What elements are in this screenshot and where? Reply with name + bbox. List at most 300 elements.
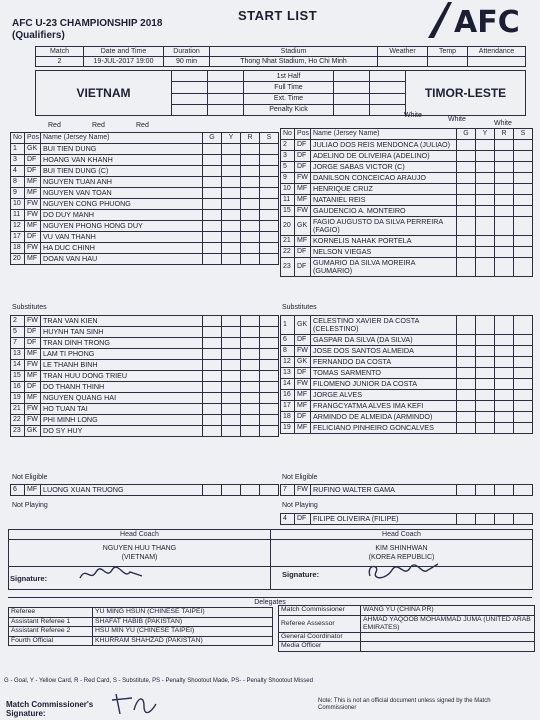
- score-box: [35, 70, 526, 116]
- player-number: 8: [11, 177, 25, 188]
- player-number: 23: [11, 426, 25, 437]
- label-attendance: Attendance: [468, 47, 526, 57]
- away-not-playing-label: Not Playing: [282, 502, 318, 509]
- player-position: MF: [295, 390, 311, 401]
- player-position: MF: [25, 485, 41, 496]
- delegates-right-table: [278, 605, 535, 652]
- stat-cell: [241, 199, 260, 210]
- away-starter-row: [281, 184, 533, 195]
- stat-cell: [457, 184, 476, 195]
- stat-cell: [495, 206, 514, 217]
- stat-cell: [457, 217, 476, 236]
- delegate-row: [279, 606, 535, 616]
- home-substitutes-label: Substitutes: [12, 304, 47, 311]
- player-name: NGUYEN TUAN ANH: [41, 177, 203, 188]
- away-substitutes-label: Substitutes: [282, 304, 317, 311]
- stat-cell: [514, 401, 533, 412]
- home-substitute-row: [11, 360, 279, 371]
- col-goal: G: [203, 133, 222, 144]
- away-not-eligible-table: [280, 484, 533, 496]
- stat-cell: [260, 155, 279, 166]
- player-name: KORNELIS NAHAK PORTELA: [311, 236, 457, 247]
- home-starter-row: [11, 177, 279, 188]
- home-not-eligible-label: Not Eligible: [12, 474, 48, 481]
- player-name: DOAN VAN HAU: [41, 254, 203, 265]
- match-info-table: [35, 46, 526, 67]
- player-position: MF: [25, 254, 41, 265]
- away-not-eligible-row: [281, 485, 533, 496]
- stat-cell: [260, 188, 279, 199]
- stat-cell: [260, 393, 279, 404]
- stat-cell: [514, 412, 533, 423]
- player-position: MF: [295, 423, 311, 434]
- stat-cell: [457, 368, 476, 379]
- stat-cell: [495, 258, 514, 277]
- stat-cell: [260, 382, 279, 393]
- stat-cell: [476, 184, 495, 195]
- player-position: FW: [25, 243, 41, 254]
- player-name: LE THANH BINH: [41, 360, 203, 371]
- stat-cell: [457, 140, 476, 151]
- player-name: BUI TIEN DUNG (C): [41, 166, 203, 177]
- player-name: DANILSON CONCEICAO ARAUJO: [311, 173, 457, 184]
- player-name: GAUDENCIO A. MONTEIRO: [311, 206, 457, 217]
- col-sub: S: [260, 133, 279, 144]
- home-starter-row: [11, 166, 279, 177]
- stat-cell: [476, 335, 495, 346]
- player-number: 5: [11, 327, 25, 338]
- stat-cell: [457, 316, 476, 335]
- stat-cell: [222, 404, 241, 415]
- stat-cell: [476, 140, 495, 151]
- stat-cell: [222, 254, 241, 265]
- player-position: MF: [295, 184, 311, 195]
- stat-cell: [514, 423, 533, 434]
- delegate-role: Referee Assessor: [279, 615, 361, 632]
- stat-cell: [222, 426, 241, 437]
- player-number: 18: [281, 412, 295, 423]
- away-kit-1: White: [404, 112, 422, 119]
- stat-cell: [222, 232, 241, 243]
- home-coach-signature: [76, 562, 146, 586]
- away-not-eligible-label: Not Eligible: [282, 474, 318, 481]
- home-substitute-row: [11, 349, 279, 360]
- player-name: ARMINDO DE ALMEIDA (ARMINDO): [311, 412, 457, 423]
- player-name: JORGE ALVES: [311, 390, 457, 401]
- col-goal: G: [457, 129, 476, 140]
- stat-cell: [222, 155, 241, 166]
- stat-cell: [476, 151, 495, 162]
- stat-cell: [457, 346, 476, 357]
- stat-cell: [514, 206, 533, 217]
- player-number: 10: [11, 199, 25, 210]
- player-name: GASPAR DA SILVA (DA SILVA): [311, 335, 457, 346]
- stat-cell: [457, 173, 476, 184]
- player-number: 3: [281, 151, 295, 162]
- player-position: DF: [295, 335, 311, 346]
- player-position: DF: [25, 232, 41, 243]
- stat-cell: [495, 316, 514, 335]
- stat-cell: [241, 426, 260, 437]
- stat-cell: [476, 368, 495, 379]
- stat-cell: [495, 140, 514, 151]
- delegate-row: [279, 615, 535, 632]
- stat-cell: [476, 412, 495, 423]
- delegate-row: [279, 642, 535, 652]
- stat-cell: [457, 412, 476, 423]
- period-full-time: Full Time: [244, 82, 334, 93]
- stat-cell: [241, 393, 260, 404]
- home-kit-3: Red: [136, 122, 149, 129]
- player-number: 4: [11, 166, 25, 177]
- col-name: Name (Jersey Name): [41, 133, 203, 144]
- stat-cell: [457, 195, 476, 206]
- delegate-row: [9, 627, 273, 637]
- home-starter-row: [11, 199, 279, 210]
- delegate-row: [9, 608, 273, 618]
- player-position: DF: [295, 151, 311, 162]
- stat-cell: [241, 371, 260, 382]
- delegate-row: [9, 617, 273, 627]
- stat-cell: [495, 357, 514, 368]
- delegate-name: WANG YU (CHINA PR): [361, 606, 535, 616]
- player-position: DF: [295, 514, 311, 525]
- stat-cell: [203, 221, 222, 232]
- away-starter-row: [281, 247, 533, 258]
- stat-cell: [476, 173, 495, 184]
- stat-cell: [514, 357, 533, 368]
- player-position: FW: [295, 206, 311, 217]
- away-kit-2: White: [448, 116, 466, 123]
- away-substitute-row: [281, 423, 533, 434]
- away-substitute-row: [281, 412, 533, 423]
- player-number: 18: [11, 243, 25, 254]
- stat-cell: [457, 390, 476, 401]
- stat-cell: [457, 236, 476, 247]
- stat-cell: [476, 247, 495, 258]
- stat-cell: [260, 327, 279, 338]
- stat-cell: [260, 144, 279, 155]
- player-position: GK: [25, 144, 41, 155]
- player-position: DF: [25, 382, 41, 393]
- player-position: DF: [25, 166, 41, 177]
- player-number: 11: [281, 195, 295, 206]
- player-position: GK: [25, 426, 41, 437]
- commissioner-signature-label: Match Commissioner's Signature:: [6, 700, 94, 718]
- away-starter-row: [281, 162, 533, 173]
- stat-cell: [514, 217, 533, 236]
- player-position: DF: [25, 155, 41, 166]
- player-number: 1: [11, 144, 25, 155]
- home-kit-1: Red: [48, 122, 61, 129]
- player-name: LUONG XUAN TRUONG: [41, 485, 203, 496]
- player-name: JORGE SABAS VICTOR (C): [311, 162, 457, 173]
- delegate-role: Fourth Official: [9, 636, 93, 646]
- player-number: 6: [11, 485, 25, 496]
- player-number: 10: [281, 184, 295, 195]
- stat-cell: [476, 258, 495, 277]
- stat-cell: [457, 401, 476, 412]
- player-name: ADELINO DE OLIVEIRA (ADELINO): [311, 151, 457, 162]
- stat-cell: [203, 327, 222, 338]
- player-number: 13: [281, 368, 295, 379]
- stat-cell: [260, 349, 279, 360]
- player-number: 6: [281, 335, 295, 346]
- stat-cell: [241, 415, 260, 426]
- stat-cell: [476, 401, 495, 412]
- stat-cell: [203, 360, 222, 371]
- stat-cell: [495, 346, 514, 357]
- player-name: CELESTINO XAVIER DA COSTA (CELESTINO): [311, 316, 457, 335]
- footer-note: Note: This is not an official document unless signed by the Match Commissioner: [318, 698, 491, 711]
- player-number: 7: [11, 338, 25, 349]
- stat-cell: [203, 338, 222, 349]
- away-substitutes-table: [280, 315, 533, 434]
- period-ext-time: Ext. Time: [244, 93, 334, 104]
- match-stadium: Thong Nhat Stadium, Ho Chi Minh: [210, 57, 378, 67]
- player-name: RUFINO WALTER GAMA: [311, 485, 457, 496]
- home-substitute-row: [11, 338, 279, 349]
- stat-cell: [203, 254, 222, 265]
- player-number: 19: [281, 423, 295, 434]
- home-not-playing-label: Not Playing: [12, 502, 48, 509]
- player-position: FW: [295, 173, 311, 184]
- player-name: HA DUC CHINH: [41, 243, 203, 254]
- delegate-role: Assistant Referee 2: [9, 627, 93, 637]
- player-position: DF: [295, 412, 311, 423]
- player-position: FW: [25, 316, 41, 327]
- away-substitute-row: [281, 357, 533, 368]
- stat-cell: [457, 357, 476, 368]
- stat-cell: [495, 412, 514, 423]
- stat-cell: [222, 393, 241, 404]
- home-starter-row: [11, 254, 279, 265]
- stat-cell: [457, 423, 476, 434]
- player-number: 5: [281, 162, 295, 173]
- stat-cell: [203, 155, 222, 166]
- home-substitute-row: [11, 393, 279, 404]
- stat-cell: [241, 177, 260, 188]
- player-position: DF: [295, 140, 311, 151]
- stat-cell: [514, 195, 533, 206]
- stat-cell: [260, 166, 279, 177]
- stat-cell: [222, 221, 241, 232]
- stat-cell: [495, 151, 514, 162]
- home-starter-row: [11, 210, 279, 221]
- player-number: 13: [11, 349, 25, 360]
- stat-cell: [495, 401, 514, 412]
- afc-logo-text: AFC: [454, 5, 520, 40]
- home-head-coach-label: Head Coach: [9, 530, 271, 540]
- stat-cell: [495, 173, 514, 184]
- col-red: R: [241, 133, 260, 144]
- stat-cell: [203, 199, 222, 210]
- stat-cell: [495, 379, 514, 390]
- away-substitute-row: [281, 390, 533, 401]
- delegate-name: AHMAD YAQOOB MOHAMMAD JUMA (UNITED ARAB EMIRATES): [361, 615, 535, 632]
- stat-cell: [241, 243, 260, 254]
- stat-cell: [476, 236, 495, 247]
- player-name: TRAN DINH TRONG: [41, 338, 203, 349]
- stat-cell: [222, 210, 241, 221]
- home-substitute-row: [11, 371, 279, 382]
- delegate-role: Media Officer: [279, 642, 361, 652]
- away-starter-row: [281, 258, 533, 277]
- away-substitute-row: [281, 346, 533, 357]
- player-name: FELICIANO PINHEIRO GONCALVES: [311, 423, 457, 434]
- delegate-name: [361, 632, 535, 642]
- stat-cell: [457, 162, 476, 173]
- stat-cell: [495, 390, 514, 401]
- stat-cell: [241, 188, 260, 199]
- stat-cell: [241, 166, 260, 177]
- player-number: 8: [281, 346, 295, 357]
- player-name: HENRIQUE CRUZ: [311, 184, 457, 195]
- player-position: MF: [25, 188, 41, 199]
- player-name: HOANG VAN KHANH: [41, 155, 203, 166]
- col-sub: S: [514, 129, 533, 140]
- stat-cell: [260, 338, 279, 349]
- stat-cell: [514, 162, 533, 173]
- stat-cell: [260, 316, 279, 327]
- stat-cell: [222, 177, 241, 188]
- player-number: 16: [281, 390, 295, 401]
- player-position: DF: [25, 327, 41, 338]
- stat-cell: [514, 236, 533, 247]
- player-position: GK: [295, 217, 311, 236]
- stat-cell: [222, 166, 241, 177]
- player-position: DF: [295, 368, 311, 379]
- home-substitute-row: [11, 404, 279, 415]
- col-no: No: [11, 133, 25, 144]
- home-starter-row: [11, 188, 279, 199]
- stat-cell: [222, 199, 241, 210]
- stat-cell: [514, 335, 533, 346]
- stat-cell: [495, 368, 514, 379]
- away-not-playing-row: [281, 514, 533, 525]
- away-starter-row: [281, 236, 533, 247]
- home-starter-row: [11, 243, 279, 254]
- player-number: 17: [281, 401, 295, 412]
- label-temp: Temp: [428, 47, 468, 57]
- competition-stage: (Qualifiers): [12, 30, 65, 41]
- home-starters-table: [10, 132, 279, 265]
- label-duration: Duration: [164, 47, 210, 57]
- stat-cell: [222, 327, 241, 338]
- stat-cell: [495, 217, 514, 236]
- stat-cell: [495, 236, 514, 247]
- player-position: DF: [295, 258, 311, 277]
- document-title: START LIST: [238, 8, 318, 23]
- player-name: NGUYEN CONG PHUONG: [41, 199, 203, 210]
- player-number: 17: [11, 232, 25, 243]
- stat-cell: [203, 349, 222, 360]
- stat-cell: [476, 357, 495, 368]
- label-date-time: Date and Time: [84, 47, 164, 57]
- player-position: MF: [25, 371, 41, 382]
- stat-cell: [241, 232, 260, 243]
- delegate-role: General Coordinator: [279, 632, 361, 642]
- stat-cell: [203, 188, 222, 199]
- home-substitute-row: [11, 327, 279, 338]
- player-name: FRANGCYATMA ALVES IMA KEFI: [311, 401, 457, 412]
- col-yellow: Y: [222, 133, 241, 144]
- stat-cell: [514, 379, 533, 390]
- home-starter-row: [11, 232, 279, 243]
- stat-cell: [203, 382, 222, 393]
- player-number: 15: [11, 371, 25, 382]
- away-signature-label: Signature:: [282, 570, 320, 579]
- player-position: DF: [25, 338, 41, 349]
- home-kit-2: Red: [92, 122, 105, 129]
- player-name: HUYNH TAN SINH: [41, 327, 203, 338]
- player-position: MF: [25, 349, 41, 360]
- home-team-name: VIETNAM: [36, 71, 172, 116]
- player-number: 20: [11, 254, 25, 265]
- player-number: 21: [11, 404, 25, 415]
- player-number: 12: [281, 357, 295, 368]
- player-position: DF: [295, 162, 311, 173]
- stat-cell: [260, 232, 279, 243]
- away-team-name: TIMOR-LESTE: [406, 71, 526, 116]
- player-name: VU VAN THANH: [41, 232, 203, 243]
- player-number: 4: [281, 514, 295, 525]
- stat-cell: [457, 335, 476, 346]
- period-first-half: 1st Half: [244, 71, 334, 82]
- stat-cell: [260, 415, 279, 426]
- stat-cell: [495, 162, 514, 173]
- stat-cell: [241, 404, 260, 415]
- player-name: FAGIO AUGUSTO DA SILVA PERREIRA (FAGIO): [311, 217, 457, 236]
- stat-cell: [514, 173, 533, 184]
- stat-cell: [241, 155, 260, 166]
- player-number: 12: [11, 221, 25, 232]
- home-starter-row: [11, 221, 279, 232]
- stat-cell: [203, 316, 222, 327]
- away-starter-row: [281, 173, 533, 184]
- player-number: 3: [11, 155, 25, 166]
- stat-cell: [222, 371, 241, 382]
- stat-cell: [241, 221, 260, 232]
- home-substitutes-table: [10, 315, 279, 437]
- delegate-role: Match Commissioner: [279, 606, 361, 616]
- stat-cell: [203, 426, 222, 437]
- player-name: BUI TIEN DUNG: [41, 144, 203, 155]
- stat-cell: [476, 346, 495, 357]
- player-name: JOSE DOS SANTOS ALMEIDA: [311, 346, 457, 357]
- stat-cell: [222, 415, 241, 426]
- col-no: No: [281, 129, 295, 140]
- stat-cell: [457, 247, 476, 258]
- player-name: FILIPE OLIVEIRA (FILIPE): [311, 514, 457, 525]
- stat-cell: [514, 346, 533, 357]
- stat-cell: [514, 258, 533, 277]
- delegate-role: Referee: [9, 608, 93, 618]
- stat-cell: [260, 254, 279, 265]
- stat-cell: [476, 162, 495, 173]
- col-pos: Pos: [295, 129, 311, 140]
- stat-cell: [476, 206, 495, 217]
- player-number: 1: [281, 316, 295, 335]
- player-number: 19: [11, 393, 25, 404]
- stat-cell: [476, 390, 495, 401]
- player-position: MF: [25, 393, 41, 404]
- delegate-name: KHURRAM SHAHZAD (PAKISTAN): [93, 636, 273, 646]
- player-number: 9: [281, 173, 295, 184]
- player-number: 15: [281, 206, 295, 217]
- stat-cell: [241, 360, 260, 371]
- stat-cell: [457, 151, 476, 162]
